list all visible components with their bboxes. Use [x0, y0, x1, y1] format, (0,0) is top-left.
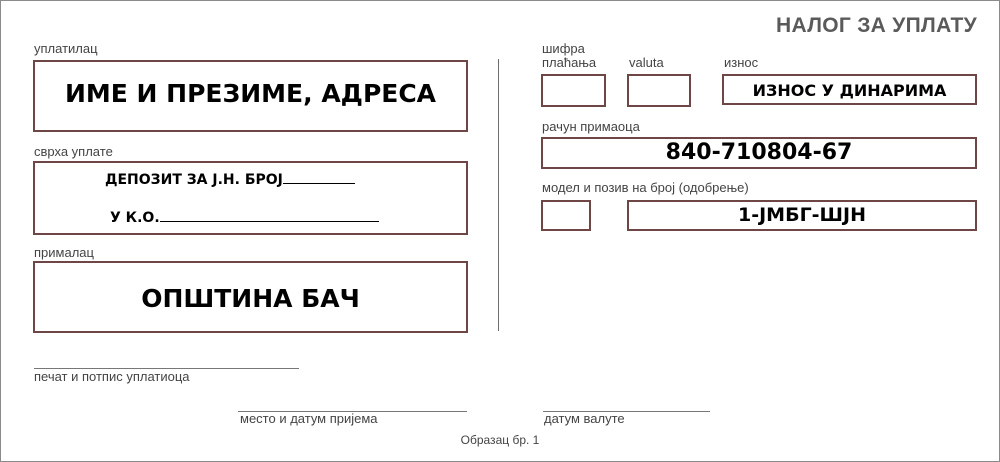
- account-value: 840-710804-67: [665, 140, 853, 165]
- currency-label: valuta: [629, 55, 664, 70]
- payer-value: ИМЕ И ПРЕЗИМЕ, АДРЕСА: [64, 79, 437, 108]
- purpose-field[interactable]: [33, 161, 468, 235]
- form-title: НАЛОГ ЗА УПЛАТУ: [776, 14, 977, 37]
- purpose-line-2-text: У К.О.: [110, 210, 160, 226]
- tender-number-blank[interactable]: [283, 169, 355, 184]
- amount-value: ИЗНОС У ДИНАРИМА: [752, 81, 947, 100]
- purpose-line-2: [110, 207, 379, 226]
- model-field[interactable]: [541, 200, 591, 231]
- amount-field[interactable]: [722, 74, 977, 105]
- account-label: рачун примаоца: [542, 119, 640, 134]
- value-date-label: датум валуте: [544, 411, 625, 426]
- model-label: модел и позив на број (одобрење): [542, 180, 749, 195]
- payment-code-field[interactable]: [541, 74, 606, 107]
- reference-number-field[interactable]: [627, 200, 977, 231]
- payment-code-label-2: плаћања: [542, 55, 597, 70]
- recipient-field[interactable]: [33, 261, 468, 333]
- form-number: Образац бр. 1: [460, 433, 540, 447]
- payer-label: уплатилац: [34, 41, 98, 56]
- cadastral-municipality-blank[interactable]: [160, 207, 379, 222]
- recipient-label: прималац: [34, 245, 94, 260]
- place-date-label: место и датум пријема: [240, 411, 378, 426]
- purpose-line-1: [105, 169, 355, 188]
- amount-label: износ: [724, 55, 759, 70]
- purpose-label: сврха уплате: [34, 144, 113, 159]
- purpose-line-1-text: ДЕПОЗИТ ЗА Ј.Н. БРОЈ: [105, 172, 283, 188]
- payer-field[interactable]: [33, 60, 468, 132]
- column-divider: [498, 59, 499, 331]
- payment-code-label-1: шифра: [542, 41, 585, 56]
- stamp-label: печат и потпис уплатиоца: [34, 369, 190, 384]
- reference-value: 1-ЈМБГ-ШЈН: [738, 204, 866, 226]
- recipient-value: ОПШТИНА БАЧ: [141, 284, 360, 313]
- currency-field[interactable]: [627, 74, 691, 107]
- account-field[interactable]: [541, 137, 977, 169]
